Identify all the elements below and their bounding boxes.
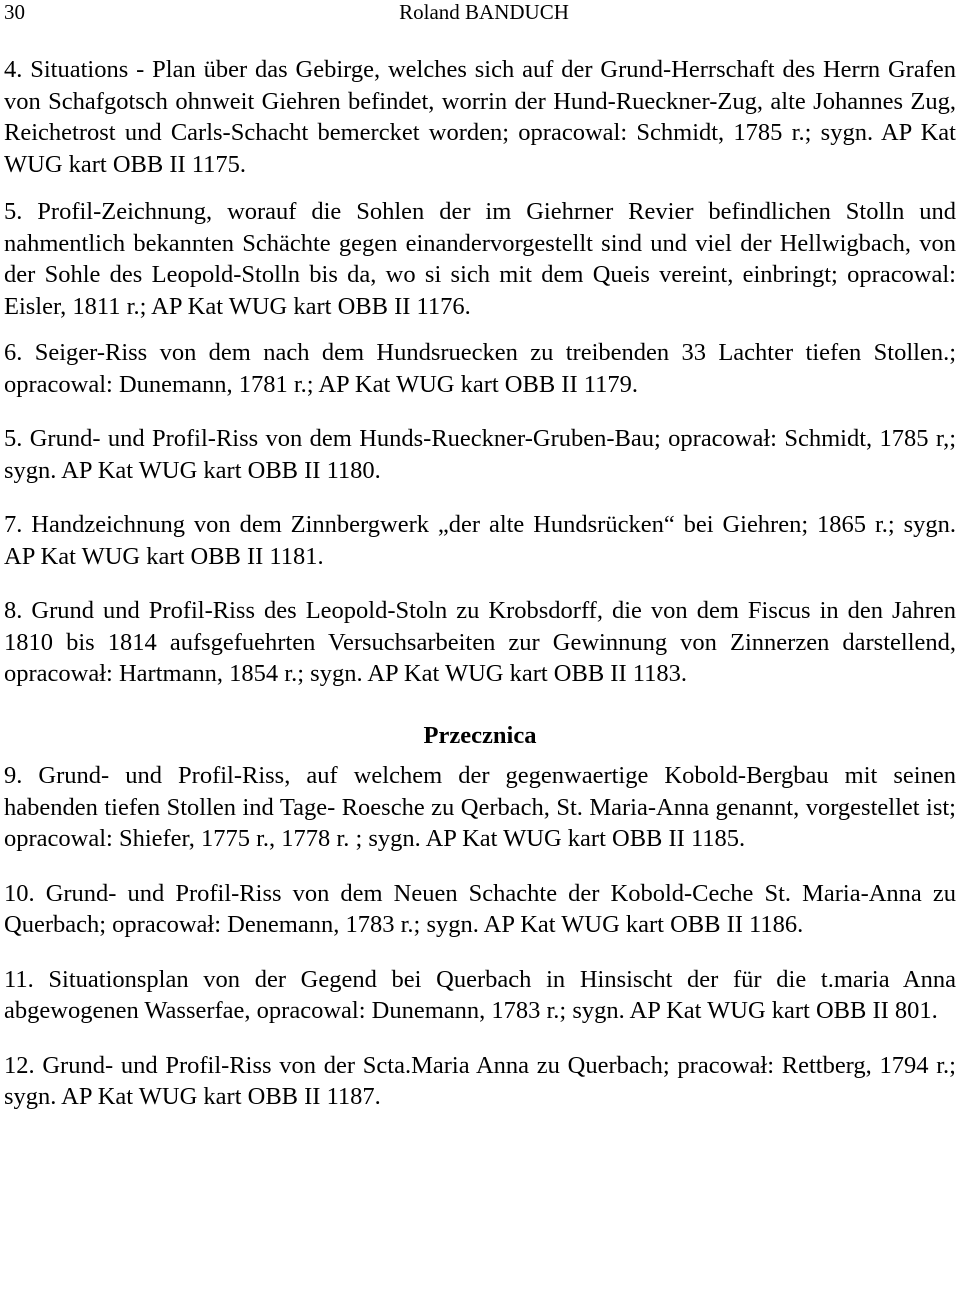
catalog-entry: 7. Handzeichnung von dem Zinnbergwerk „der alte Hundsrücken“ bei Giehren; 1865 r.; sygn. AP Kat WUG kart OBB II 1181. [4, 511, 956, 570]
catalog-entry: 11. Situationsplan von der Gegend bei Querbach in Hinsischt der für die t.maria Anna abgewogenen Wasserfae, opracowal: Dunemann, 1783 r.; sygn. AP Kat WUG kart OBB II 801. [4, 965, 956, 1024]
catalog-entry: 8. Grund und Profil-Riss des Leopold-Stoln zu Krobsdorff, die von dem Fiscus in den Jahren 1810 bis 1814 aufsgefuehrten Versuchsarbeiten zur Gewinnung von Zinnerzen darstellend, opracował: Hartmann, 1854 r.; sygn. AP Kat WUG kart OBB II 1183. [4, 597, 956, 687]
catalog-entry: 9. Grund- und Profil-Riss, auf welchem der gegenwaertige Kobold-Bergbau mit seinen habenden tiefen Stollen ind Tage- Roesche zu Qerbach, St. Maria-Anna genannt, vorgestellet ist; opracowal: Shiefer, 1775 r., 1778 r. ; sygn. AP Kat WUG kart OBB II 1185. [4, 762, 956, 852]
document-body [4, 54, 956, 1136]
running-head: Roland BANDUCH [399, 0, 569, 24]
catalog-entry: 12. Grund- und Profil-Riss von der Scta.Maria Anna zu Querbach; pracował: Rettberg, 1794 r.; sygn. AP Kat WUG kart OBB II 1187. [4, 1051, 956, 1110]
catalog-entry: 10. Grund- und Profil-Riss von dem Neuen Schachte der Kobold-Ceche St. Maria-Anna zu Querbach; opracował: Denemann, 1783 r.; sygn. AP Kat WUG kart OBB II 1186. [4, 879, 956, 938]
catalog-entry: 5. Profil-Zeichnung, worauf die Sohlen der im Giehrner Revier befindlichen Stolln und nahmentlich bekannten Schächte gegen einandervorgestellt sind und viel der Hellwigbach, von der Sohle des Leopold-Stolln bis da, wo si sich mit dem Queis vereint, einbringt; opracowal: Eisler, 1811 r.; AP Kat WUG kart OBB II 1176. [4, 198, 956, 320]
catalog-entry: 6. Seiger-Riss von dem nach dem Hundsruecken zu treibenden 33 Lachter tiefen Stollen.; opracowal: Dunemann, 1781 r.; AP Kat WUG kart OBB II 1179. [4, 339, 956, 398]
catalog-entry: 4. Situations - Plan über das Gebirge, welches sich auf der Grund-Herrschaft des Herrn Grafen von Schafgotsch ohnweit Giehren befindet, worrin der Hund-Rueckner-Zug, alte Johannes Zug, Reichetrost und Carls-Schacht bemercket worden; opracowal: Schmidt, 1785 r.; sygn. AP Kat WUG kart OBB II 1175. [4, 56, 956, 178]
page-header [4, 0, 956, 24]
catalog-entry: 5. Grund- und Profil-Riss von dem Hunds-Rueckner-Gruben-Bau; opracował: Schmidt, 1785 r,; sygn. AP Kat WUG kart OBB II 1180. [4, 425, 956, 484]
section-heading: Przecznica [423, 721, 537, 749]
page-number: 30 [4, 0, 25, 24]
